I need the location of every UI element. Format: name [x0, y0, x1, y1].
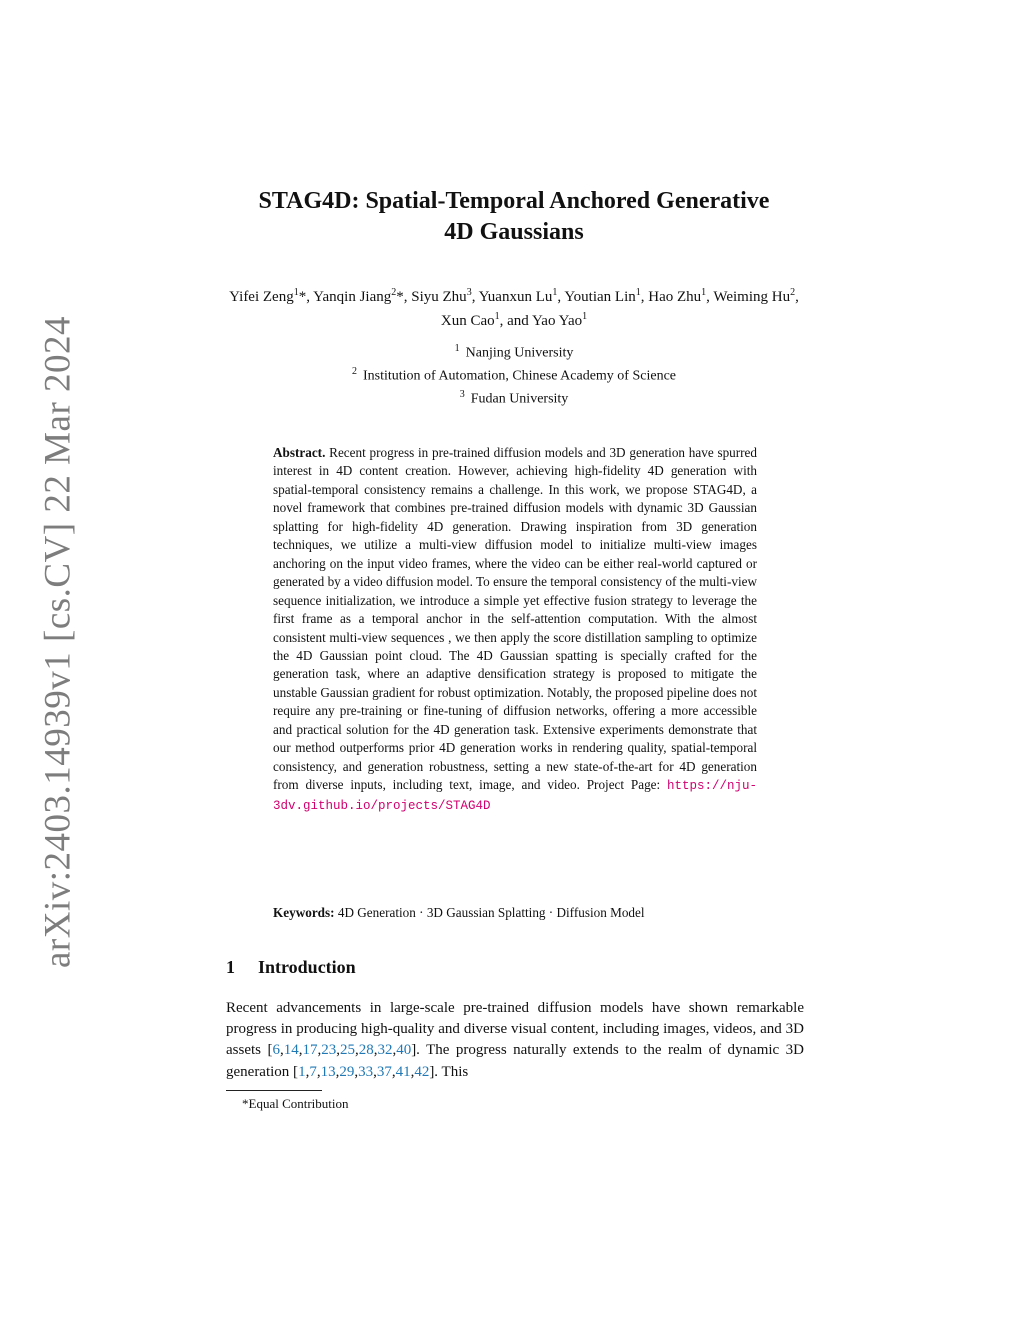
citation-separator: ,	[336, 1042, 340, 1059]
affiliation	[214, 340, 814, 363]
abstract-label: Abstract.	[273, 445, 326, 460]
author-name: Yuanxun Lu$^1$	[478, 287, 558, 305]
citation-link[interactable]: 14	[283, 1042, 299, 1059]
author-name: Yifei Zeng$^1$	[229, 287, 299, 305]
title-line-2: 4D Gaussians	[444, 219, 584, 245]
author-separator: ,	[471, 289, 479, 305]
affiliation-name: Nanjing University	[465, 345, 574, 361]
keywords-text: 4D Generation · 3D Gaussian Splatting · Diffusion Model	[337, 905, 645, 920]
citation-separator: ,	[316, 1063, 321, 1080]
author-name: Xun Cao$^1$	[440, 311, 500, 329]
author-name: Weiming Hu$^2$	[713, 287, 796, 305]
citation-link[interactable]: 25	[339, 1042, 355, 1059]
affiliation	[214, 363, 814, 386]
citation-separator: ,	[392, 1042, 397, 1059]
affiliation-mark: 1	[454, 343, 460, 354]
citation-separator: ,	[373, 1063, 377, 1080]
citation-link[interactable]: 1	[298, 1063, 306, 1080]
intro-text-1: Recent advancements in large-scale pre-trained diffusion models have shown remarkable progress in producing high-quality and diverse visual content, including images, videos, and 3D assets [	[226, 1000, 804, 1059]
paper-title	[214, 186, 814, 248]
citation-separator: ,	[335, 1063, 340, 1080]
title-line-1: STAG4D: Spatial-Temporal Anchored Generative	[258, 188, 770, 214]
author-separator: *,	[396, 289, 412, 305]
citation-separator: ,	[354, 1042, 359, 1059]
author-name: Yao Yao$^1$	[531, 311, 588, 329]
author-separator: ,	[706, 289, 714, 305]
citation-separator: ,	[410, 1063, 415, 1080]
keywords	[273, 904, 773, 922]
citation-group-1	[272, 1042, 411, 1058]
citation-separator: ,	[298, 1042, 303, 1059]
citation-group-2	[298, 1064, 429, 1080]
abstract-text: Recent progress in pre-trained diffusion models and 3D generation have spurred interest in 4D content creation. However, achieving high-fidelity 4D generation with spatial-temporal consistency remains a challenge. In this work, we propose STAG4D, a novel framework that combines pre-trained diffusion models with dynamic 3D Gaussian splatting for high-fidelity 4D generation. Drawing inspiration from 3D generation techniques, we utilize a multi-view diffusion model to initialize multi-view images anchoring on the input video frames, where the video can be either real-world captured or generated by a video diffusion model. To ensure the temporal consistency of the multi-view sequence initialization, we introduce a simple yet effective fusion strategy to leverage the first frame as a temporal anchor in the self-attention computation. With the almost consistent multi-view sequences , we then apply the score distillation sampling to optimize the 4D Gaussian point cloud. The 4D Gaussian spatting is specially crafted for the generation task, where an adaptive densification strategy is proposed to mitigate the unstable Gaussian gradient for robust optimization. Notably, the proposed pipeline does not require any pre-training or fine-tuning of diffusion networks, offering a more accessible and practical solution for the 4D generation task. Extensive experiments demonstrate that our method outperforms prior 4D generation works in rendering quality, spatial-temporal consistency, and generation robustness, setting a new state-of-the-art for 4D generation from diverse inputs, including text, image, and video. Project Page:	[273, 445, 757, 793]
author-separator: ,	[557, 289, 565, 305]
project-page-link[interactable]: https://nju-3dv.github.io/projects/STAG4D	[273, 779, 758, 813]
author-affiliation-mark: 1	[293, 287, 299, 298]
author-separator: , and	[499, 313, 532, 329]
citation-link[interactable]: 7	[309, 1063, 317, 1080]
author-affiliation-mark: 3	[466, 287, 472, 298]
citation-link[interactable]: 42	[414, 1063, 430, 1080]
footnote-rule	[226, 1090, 322, 1091]
author-separator: *,	[298, 289, 314, 305]
affiliation-name: Fudan University	[470, 391, 569, 407]
intro-text-3: ]. This	[429, 1063, 469, 1080]
citation-separator: ,	[317, 1042, 322, 1059]
citation-link[interactable]: 33	[358, 1063, 374, 1080]
affiliation-list	[214, 340, 814, 409]
affiliation-mark: 3	[459, 389, 465, 401]
citation-link[interactable]: 13	[320, 1063, 336, 1080]
citation-separator: ,	[279, 1042, 284, 1059]
author-affiliation-mark: 1	[701, 287, 707, 298]
author-affiliation-mark: 2	[391, 287, 397, 298]
citation-link[interactable]: 6	[272, 1042, 280, 1059]
citation-separator: ,	[391, 1063, 396, 1080]
citation-link[interactable]: 17	[302, 1042, 318, 1059]
citation-link[interactable]: 32	[377, 1042, 393, 1059]
intro-text-2: ]. The progress naturally extends to the realm of dynamic 3D generation [	[226, 1042, 804, 1080]
citation-link[interactable]: 40	[396, 1042, 412, 1059]
citation-separator: ,	[354, 1063, 359, 1080]
arxiv-identifier: arXiv:2403.14939v1 [cs.CV] 22 Mar 2024	[37, 315, 79, 969]
section-title: Introduction	[258, 957, 356, 977]
author-affiliation-mark: 1	[582, 311, 588, 322]
citation-link[interactable]: 37	[376, 1063, 392, 1080]
citation-link[interactable]: 29	[339, 1063, 355, 1080]
section-heading	[226, 957, 806, 978]
abstract	[273, 444, 757, 815]
author-name: Youtian Lin$^1$	[564, 287, 641, 305]
author-affiliation-mark: 1	[635, 287, 641, 298]
author-separator: ,	[640, 289, 649, 305]
affiliation	[214, 386, 814, 409]
intro-paragraph	[226, 998, 804, 1083]
citation-link[interactable]: 23	[321, 1042, 337, 1059]
footnote: *Equal Contribution	[242, 1096, 349, 1111]
citation-link[interactable]: 28	[358, 1042, 374, 1059]
author-affiliation-mark: 2	[790, 287, 796, 298]
keywords-label: Keywords:	[273, 905, 335, 920]
section-number: 1	[226, 957, 235, 977]
author-name: Hao Zhu$^1$	[648, 287, 707, 305]
author-name: Siyu Zhu$^3$	[411, 287, 472, 305]
affiliation-mark: 2	[352, 366, 357, 378]
citation-separator: ,	[373, 1042, 378, 1059]
citation-link[interactable]: 41	[395, 1063, 411, 1080]
author-affiliation-mark: 1	[494, 311, 500, 322]
affiliation-name: Institution of Automation, Chinese Academy of Science	[363, 368, 676, 384]
author-separator: ,	[795, 289, 799, 305]
author-list	[214, 283, 814, 331]
citation-separator: ,	[305, 1063, 310, 1080]
author-affiliation-mark: 1	[552, 287, 558, 298]
author-name: Yanqin Jiang$^2$	[313, 287, 397, 305]
